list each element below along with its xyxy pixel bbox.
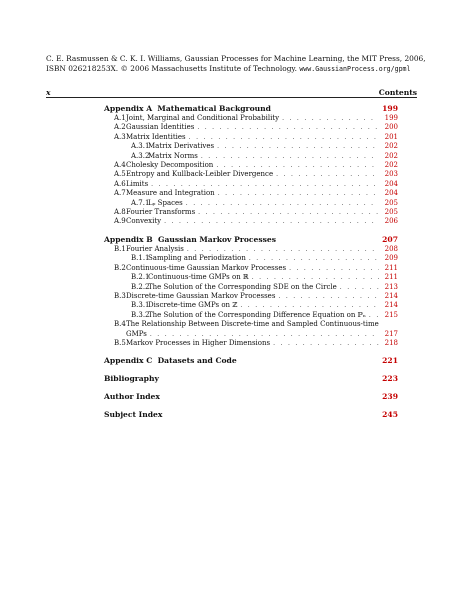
toc-dot-leader <box>187 245 379 254</box>
toc-dot-leader <box>198 208 379 217</box>
toc-entry-b3-1[interactable] <box>104 301 398 310</box>
toc-section-title: Matrix Identities <box>126 132 186 141</box>
toc-dot-leader <box>369 311 379 320</box>
toc-dot-leader <box>282 114 379 123</box>
toc-section-number: A.2 <box>114 123 126 132</box>
toc-subsection-title: Discrete-time GMPs on ℤ <box>148 301 238 310</box>
toc-page-link[interactable]: 203 <box>384 170 398 179</box>
toc-page-link[interactable]: 239 <box>382 392 398 402</box>
toc-entry-b1[interactable] <box>104 245 398 254</box>
copyright-line-1: C. E. Rasmussen & C. K. I. Williams, Gaussian Processes for Machine Learning, the MIT Press, 2006, <box>46 54 426 63</box>
toc-section-title: Gaussian Identities <box>126 123 195 132</box>
toc-section-title: Entropy and Kullback-Leibler Divergence <box>126 170 274 179</box>
toc-chapter-bibliography[interactable] <box>104 374 398 384</box>
toc-dot-leader <box>186 199 379 208</box>
toc-page-link[interactable]: 199 <box>384 114 398 122</box>
toc-section-title: Fourier Transforms <box>126 208 196 217</box>
toc-section-title: Convexity <box>126 217 162 226</box>
toc-entry-b4-line2[interactable] <box>114 330 398 339</box>
toc-dot-leader <box>197 123 379 132</box>
toc-entry-a5[interactable] <box>104 170 398 179</box>
toc-dot-leader <box>240 301 379 310</box>
toc-page-link[interactable]: 208 <box>384 244 398 253</box>
toc-chapter-title: Appendix A Mathematical Background <box>104 104 271 113</box>
toc-section-number: B.2 <box>114 263 126 272</box>
toc-entry-a7-1[interactable] <box>104 199 398 208</box>
toc-dot-leader <box>249 254 379 263</box>
toc-section-title: Fourier Analysis <box>126 244 184 253</box>
toc-entry-a2[interactable] <box>104 123 398 132</box>
toc-chapter-title: Appendix B Gaussian Markov Processes <box>104 234 276 244</box>
toc-section-number: A.4 <box>114 161 126 170</box>
toc-entry-b1-1[interactable] <box>104 254 398 263</box>
toc-dot-leader <box>164 217 379 226</box>
toc-section-number: A.3 <box>114 132 126 141</box>
toc-chapter-subject-index[interactable] <box>104 410 398 420</box>
toc-section-number: B.4 <box>114 320 126 329</box>
toc-page-link[interactable]: 200 <box>384 123 398 132</box>
website-link[interactable]: www.GaussianProcess.org/gpml <box>299 65 411 74</box>
toc-subsection-title: Matrix Derivatives <box>148 142 215 151</box>
toc-page-link[interactable]: 211 <box>384 263 398 272</box>
toc-entry-a7[interactable] <box>104 189 398 198</box>
header-page-number: x <box>46 88 51 97</box>
toc-entry-a1[interactable] <box>104 114 398 123</box>
toc-section-number: A.1 <box>114 114 126 122</box>
toc-subsection-title: The Solution of the Corresponding SDE on the Circle <box>148 282 337 291</box>
toc-page-link[interactable]: 223 <box>382 374 398 384</box>
toc-entry-b2[interactable] <box>104 264 398 273</box>
toc-subsection-number: A.7.1 <box>131 198 150 207</box>
toc-chapter-title: Author Index <box>104 392 160 402</box>
toc-page-link[interactable]: 201 <box>384 132 398 141</box>
toc-section-number: A.8 <box>114 208 126 217</box>
toc-entry-a3-1[interactable] <box>104 142 398 151</box>
toc-page-link[interactable]: 207 <box>382 234 398 244</box>
toc-subsection-number: A.3.2 <box>131 151 150 160</box>
toc-section-title-continued: GMPs <box>126 329 147 338</box>
toc-page-link[interactable]: 211 <box>384 273 398 282</box>
toc-chapter-appendix-a[interactable] <box>104 104 398 114</box>
toc-section-title: Discrete-time Gaussian Markov Processes <box>126 291 276 300</box>
toc-dot-leader <box>340 283 379 292</box>
toc-chapter-title: Bibliography <box>104 374 159 384</box>
toc-dot-leader <box>276 170 379 179</box>
toc-subsection-title: Continuous-time GMPs on ℝ <box>148 273 249 282</box>
toc-subsection-number: B.1.1 <box>131 254 150 263</box>
toc-dot-leader <box>216 161 379 170</box>
toc-section-number: A.9 <box>114 217 126 226</box>
toc-subsection-title: Lₚ Spaces <box>148 198 183 207</box>
toc-chapter-author-index[interactable] <box>104 392 398 402</box>
toc-page-link[interactable]: 204 <box>384 189 398 198</box>
toc-page-link[interactable]: 202 <box>384 142 398 151</box>
toc-section-number: B.3 <box>114 291 126 300</box>
toc-subsection-number: B.2.1 <box>131 273 150 282</box>
toc-chapter-title: Subject Index <box>104 410 163 420</box>
toc-subsection-title: Sampling and Periodization <box>148 254 246 263</box>
toc-page-link[interactable]: 202 <box>384 151 398 160</box>
toc-dot-leader <box>273 339 379 348</box>
toc-entry-a9[interactable] <box>104 217 398 226</box>
toc-section-number: B.1 <box>114 244 126 253</box>
toc-dot-leader <box>189 133 379 142</box>
toc-subsection-number: A.3.1 <box>131 142 150 151</box>
toc-subsection-number: B.2.2 <box>131 282 150 291</box>
toc-entry-b2-1[interactable] <box>104 273 398 282</box>
toc-page-link[interactable]: 205 <box>384 208 398 217</box>
toc-entry-b5[interactable] <box>104 339 398 348</box>
toc-dot-leader <box>150 330 379 339</box>
toc-page-link[interactable]: 204 <box>384 179 398 188</box>
toc-subsection-number: B.3.2 <box>131 310 150 319</box>
toc-page-link[interactable]: 199 <box>382 104 398 113</box>
toc-dot-leader <box>151 180 379 189</box>
toc-dot-leader <box>201 152 379 161</box>
toc-chapter-appendix-c[interactable] <box>104 356 398 366</box>
toc-entry-a4[interactable] <box>104 161 398 170</box>
toc-section-number: A.5 <box>114 170 126 179</box>
toc-subsection-number: B.3.1 <box>131 301 150 310</box>
toc-entry-b4-line1[interactable] <box>104 320 398 329</box>
toc-subsection-title: Matrix Norms <box>148 151 198 160</box>
toc-section-title: Cholesky Decomposition <box>126 161 214 170</box>
toc-entry-b3[interactable] <box>104 292 398 301</box>
toc-section-title: Continuous-time Gaussian Markov Processes <box>126 263 287 272</box>
toc-subsection-title: The Solution of the Corresponding Difference Equation on ℙₙ <box>148 310 366 319</box>
toc-entry-b3-2[interactable] <box>104 311 398 320</box>
toc-dot-leader <box>217 142 379 151</box>
toc-section-title: The Relationship Between Discrete-time and Sampled Continuous-time <box>126 320 379 329</box>
toc-chapter-title: Appendix C Datasets and Code <box>104 356 237 366</box>
toc-section-title: Joint, Marginal and Conditional Probability <box>126 114 280 122</box>
toc-page-link[interactable]: 217 <box>384 329 398 338</box>
toc-dot-leader <box>278 292 379 301</box>
toc-section-number: A.6 <box>114 179 126 188</box>
toc-dot-leader <box>252 273 379 282</box>
toc-section-title: Limits <box>126 179 149 188</box>
toc-chapter-appendix-b[interactable] <box>104 235 398 245</box>
toc-entry-a3[interactable] <box>104 133 398 142</box>
toc-section-number: B.5 <box>114 338 126 347</box>
toc-entry-a6[interactable] <box>104 180 398 189</box>
toc-section-title: Markov Processes in Higher Dimensions <box>126 338 271 347</box>
toc-page-link[interactable]: 206 <box>384 217 398 226</box>
copyright-notice <box>46 54 426 74</box>
header-title: Contents <box>378 88 417 97</box>
toc-dot-leader <box>289 264 379 273</box>
toc-section-title: Measure and Integration <box>126 189 215 198</box>
table-of-contents <box>104 104 398 420</box>
toc-page-link[interactable]: 245 <box>382 410 398 420</box>
toc-entry-a3-2[interactable] <box>104 152 398 161</box>
toc-page-link[interactable]: 214 <box>384 301 398 310</box>
toc-page-link[interactable]: 205 <box>384 198 398 207</box>
toc-entry-b2-2[interactable] <box>104 283 398 292</box>
header-divider <box>46 97 417 98</box>
toc-page-link[interactable]: 221 <box>382 356 398 366</box>
copyright-line-2 <box>46 64 426 74</box>
toc-entry-a8[interactable] <box>104 208 398 217</box>
toc-dot-leader <box>218 189 379 198</box>
toc-page-link[interactable]: 209 <box>384 254 398 263</box>
toc-section-number: A.7 <box>114 189 126 198</box>
toc-page-link[interactable]: 215 <box>384 310 398 319</box>
toc-page-link[interactable]: 218 <box>384 338 398 347</box>
toc-page-link[interactable]: 214 <box>384 291 398 300</box>
toc-page-link[interactable]: 213 <box>384 282 398 291</box>
copyright-isbn-text: ISBN 026218253X. © 2006 Massachusetts Institute of Technology. <box>46 64 297 74</box>
toc-page-link[interactable]: 202 <box>384 161 398 170</box>
